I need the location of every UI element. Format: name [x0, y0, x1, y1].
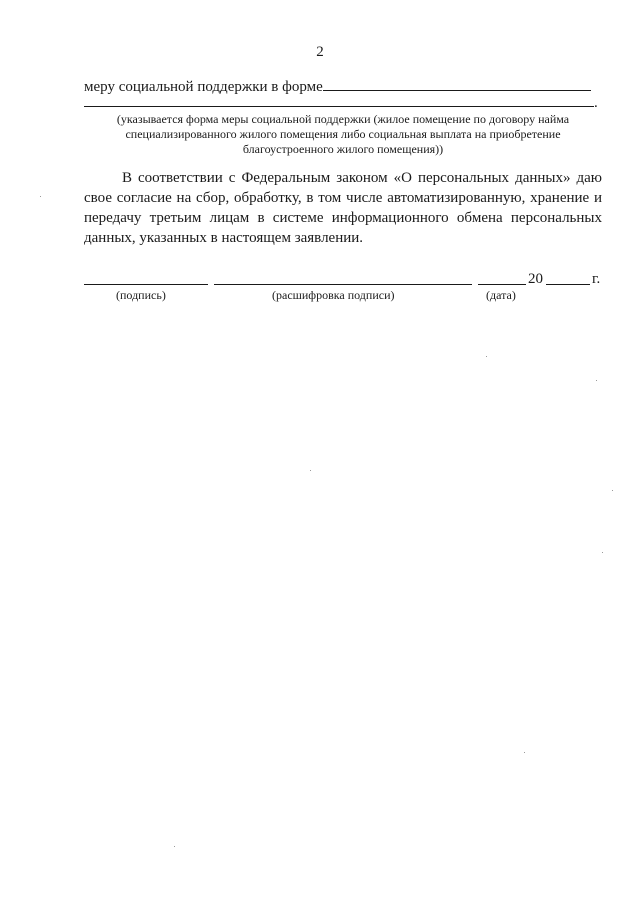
form-type-note	[84, 112, 602, 157]
consent-line-2: свое согласие на сбор, обработку, в том числе автоматизированную, хранение и	[84, 190, 602, 206]
scan-speck	[310, 470, 311, 471]
page-number: 2	[316, 44, 324, 60]
scan-speck	[602, 552, 603, 553]
date-day-month-blank	[478, 284, 526, 285]
scan-speck	[612, 490, 613, 491]
caption-decryption: (расшифровка подписи)	[272, 288, 395, 302]
signature-row	[84, 270, 602, 288]
caption-signature: (подпись)	[116, 288, 166, 302]
consent-line-4: данных, указанных в настоящем заявлении.	[84, 230, 364, 246]
consent-line-3: передачу третьим лицам в системе информационного обмена персональных	[84, 210, 602, 226]
scan-speck	[174, 846, 175, 847]
scan-speck	[486, 356, 487, 357]
scan-speck	[524, 752, 525, 753]
caption-date: (дата)	[486, 288, 516, 302]
scan-speck	[596, 380, 597, 381]
measure-continuation-line	[84, 92, 602, 112]
consent-paragraph	[84, 168, 602, 248]
consent-line-1: В соответствии с Федеральным законом «О персональных данных» даю	[122, 170, 602, 186]
measure-line-text: меру социальной поддержки в форме	[84, 79, 323, 95]
scan-speck	[40, 196, 41, 197]
signature-blank	[84, 284, 208, 285]
year-suffix: г.	[592, 271, 601, 287]
note-line-2: специализированного жилого помещения либо социальная выплата на приобретение	[125, 127, 561, 141]
measure-form-blank	[323, 76, 591, 91]
note-line-3: благоустроенного жилого помещения))	[242, 142, 444, 156]
continuation-period: .	[594, 95, 598, 111]
year-blank	[546, 284, 590, 285]
year-prefix: 20	[528, 271, 543, 287]
signature-decryption-blank	[214, 284, 472, 285]
note-line-1: (указывается форма меры социальной поддержки (жилое помещение по договору найма	[116, 112, 570, 126]
measure-continuation-blank	[84, 92, 594, 107]
